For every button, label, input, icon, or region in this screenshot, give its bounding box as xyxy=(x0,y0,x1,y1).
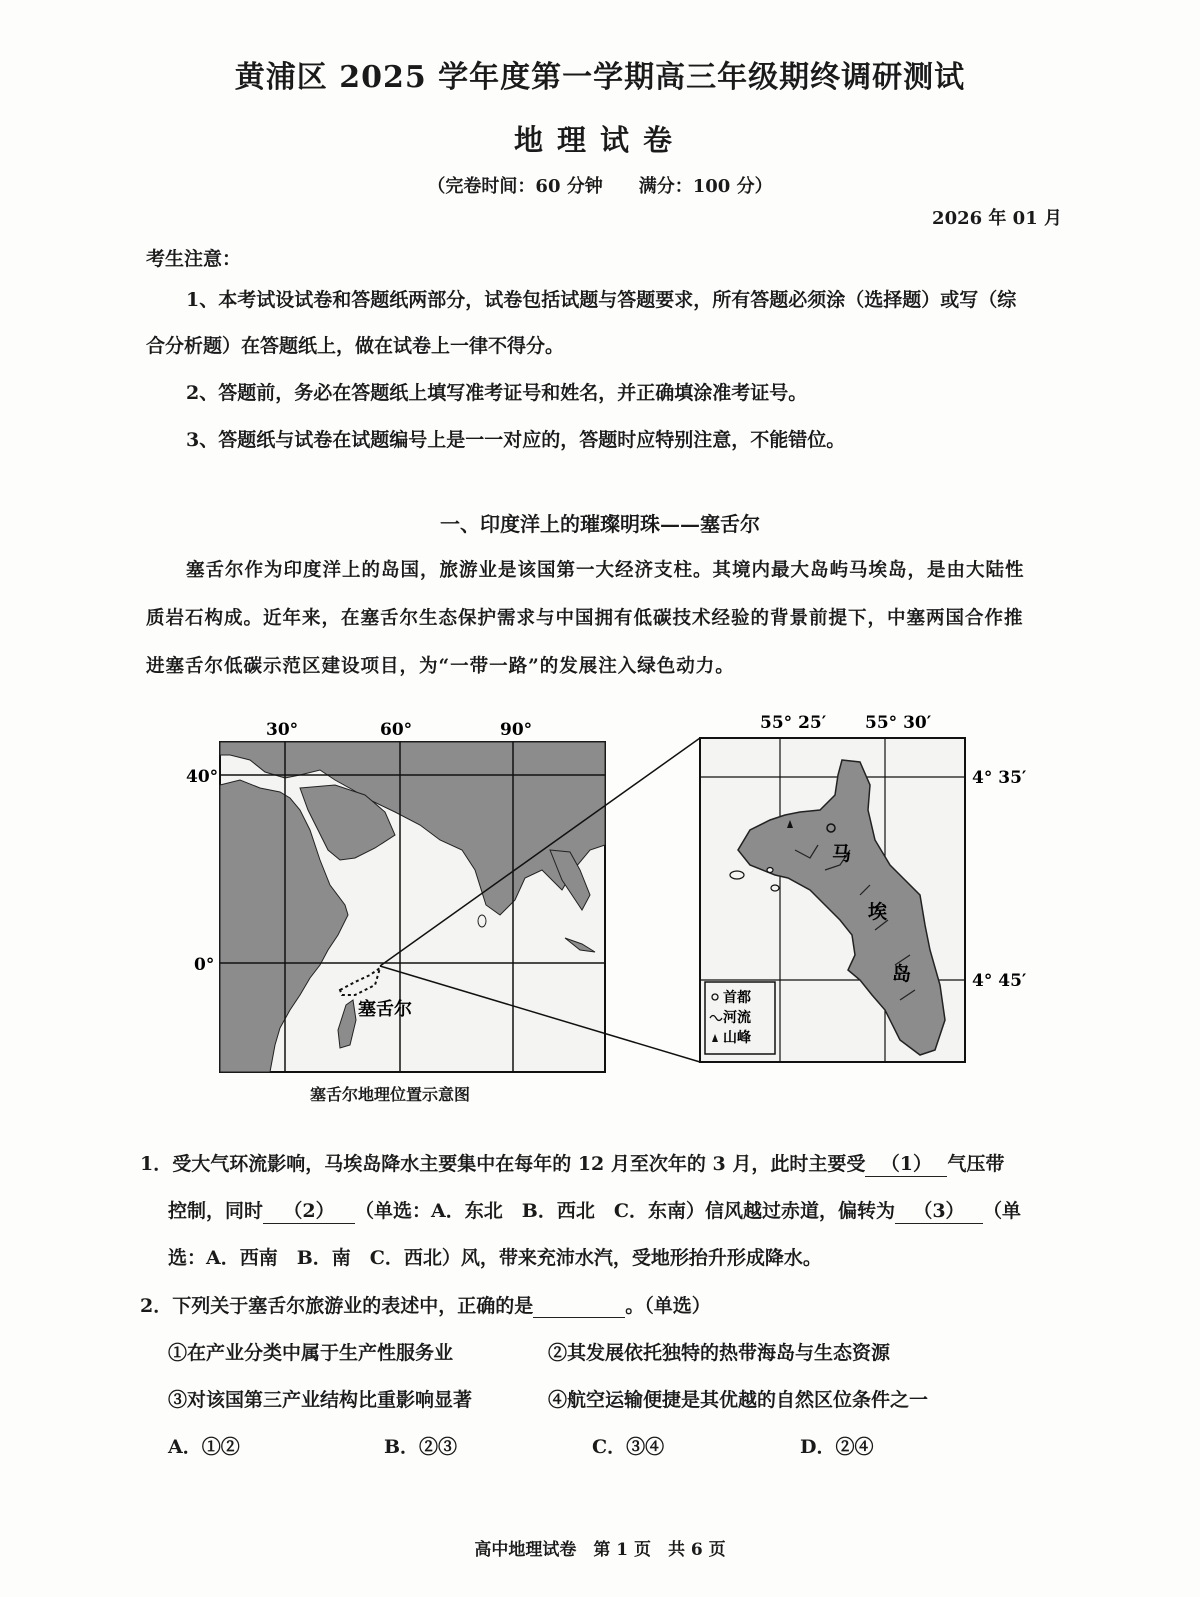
seychelles-label: 塞舌尔 xyxy=(358,999,412,1020)
lon-label-30: 30° xyxy=(266,720,299,740)
notice-item-1-line-2: 合分析题）在答题纸上，做在试卷上一律不得分。 xyxy=(146,335,565,357)
inset-lat-label-2: 4° 45′ xyxy=(972,971,1027,991)
notice-item-3: 3、答题纸与试卷在试题编号上是一一对应的，答题时应特别注意，不能错位。 xyxy=(186,429,846,451)
q1-line-2 xyxy=(168,1196,1021,1224)
legend-river: 河流 xyxy=(723,1010,751,1026)
mahe-inset-panel xyxy=(700,713,1027,1062)
notice-item-1-line-1: 1、本考试设试卷和答题纸两部分，试卷包括试题与答题要求，所有答题必须涂（选择题）或写（综 xyxy=(186,289,1017,311)
intro-line-2: 质岩石构成。近年来，在塞舌尔生态保护需求与中国拥有低碳技术经验的背景前提下，中塞两国合作推 xyxy=(146,608,1024,629)
island-char-3: 岛 xyxy=(892,963,912,985)
q2-option-d[interactable]: D．②④ xyxy=(800,1436,874,1458)
q1-blank-1[interactable]: （1） xyxy=(865,1149,947,1177)
lon-label-60: 60° xyxy=(380,720,413,740)
exam-subtitle: 地理试卷 xyxy=(513,123,686,157)
world-map-panel xyxy=(186,720,700,1072)
q2-stem xyxy=(140,1291,711,1318)
q1-text-2a: 控制，同时 xyxy=(168,1200,264,1222)
legend-peak: 山峰 xyxy=(723,1030,751,1046)
q2-option-b[interactable]: B．②③ xyxy=(384,1436,458,1458)
section-heading: 一、印度洋上的璀璨明珠——塞舌尔 xyxy=(440,512,760,536)
exam-title: 黄浦区 2025 学年度第一学期高三年级期终调研测试 xyxy=(234,60,966,95)
q1-blank-2[interactable]: （2） xyxy=(263,1196,355,1224)
exam-date: 2026 年 01 月 xyxy=(932,208,1062,229)
lat-label-40: 40° xyxy=(186,767,219,787)
inset-lon-label-1: 55° 25′ xyxy=(760,713,827,733)
notice-title: 考生注意： xyxy=(146,248,242,270)
q2-statement-1: ①在产业分类中属于生产性服务业 xyxy=(168,1342,454,1364)
intro-line-1: 塞舌尔作为印度洋上的岛国，旅游业是该国第一大经济支柱。其境内最大岛屿马埃岛，是由大陆性 xyxy=(186,560,1025,581)
q1-blank-3[interactable]: （3） xyxy=(895,1196,983,1224)
legend-capital: 首都 xyxy=(723,990,751,1006)
island-char-1: 马 xyxy=(832,843,852,865)
q1-line-3: 选：A．西南 B．南 C．西北）风，带来充沛水汽，受地形抬升形成降水。 xyxy=(168,1247,822,1269)
notice-item-2: 2、答题前，务必在答题纸上填写准考证号和姓名，并正确填涂准考证号。 xyxy=(186,382,808,404)
q2-statement-3: ③对该国第三产业结构比重影响显著 xyxy=(168,1389,473,1411)
q1-text-2c: （单 xyxy=(982,1200,1021,1222)
lon-label-90: 90° xyxy=(500,720,533,740)
island-char-2: 埃 xyxy=(868,901,888,923)
q2-stem-a: 2．下列关于塞舌尔旅游业的表述中，正确的是 xyxy=(140,1295,534,1317)
inset-lat-label-1: 4° 35′ xyxy=(972,768,1027,788)
q2-statement-2: ②其发展依托独特的热带海岛与生态资源 xyxy=(548,1342,891,1364)
page-footer: 高中地理试卷 第 1 页 共 6 页 xyxy=(474,1540,726,1560)
intro-line-3: 进塞舌尔低碳示范区建设项目，为“一带一路”的发展注入绿色动力。 xyxy=(146,656,735,677)
q2-statement-4: ④航空运输便捷是其优越的自然区位条件之一 xyxy=(548,1389,929,1411)
inset-lon-label-2: 55° 30′ xyxy=(865,713,932,733)
exam-meta: （完卷时间：60 分钟 满分：100 分） xyxy=(427,176,773,197)
map-caption: 塞舌尔地理位置示意图 xyxy=(310,1085,471,1104)
q1-text-2b: （单选：A．东北 B．西北 C．东南）信风越过赤道，偏转为 xyxy=(355,1200,895,1222)
q1-text-1b: 气压带 xyxy=(947,1153,1005,1175)
seychelles-location-map xyxy=(170,700,1030,1120)
map-legend xyxy=(705,982,775,1054)
q2-option-c[interactable]: C．③④ xyxy=(592,1436,665,1458)
q1-text-1a: 1．受大气环流影响，马埃岛降水主要集中在每年的 12 月至次年的 3 月，此时主要受 xyxy=(140,1153,866,1175)
q2-option-a[interactable]: A．①② xyxy=(168,1436,240,1458)
q1-line-1 xyxy=(140,1149,1004,1177)
lat-label-0: 0° xyxy=(194,955,215,975)
q2-stem-b: 。（单选） xyxy=(625,1295,711,1317)
